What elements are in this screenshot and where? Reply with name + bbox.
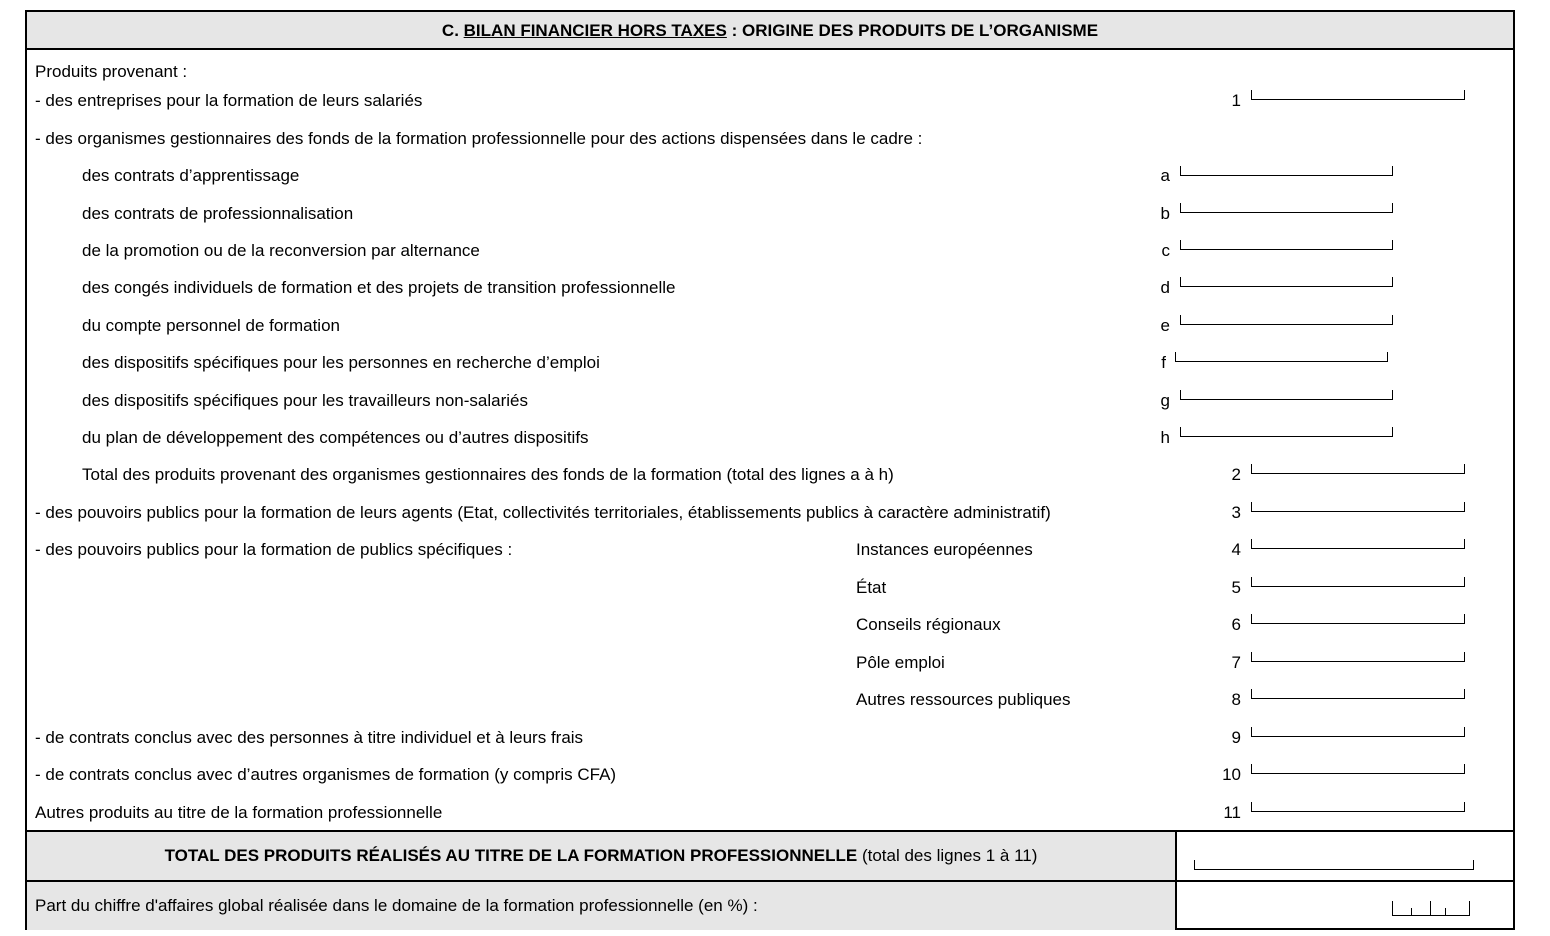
row-code: 10 xyxy=(1222,765,1241,784)
amount-field[interactable] xyxy=(1251,577,1465,587)
row-label: des dispositifs spécifiques pour les personnes en recherche d’emploi xyxy=(82,353,600,372)
row-code: 8 xyxy=(1231,690,1241,709)
row-label: Conseils régionaux xyxy=(856,615,1001,634)
row-label: des dispositifs spécifiques pour les travailleurs non-salariés xyxy=(82,391,528,410)
row-label: Instances européennes xyxy=(856,540,1033,559)
amount-field[interactable] xyxy=(1180,277,1393,287)
intro-label: Produits provenant : xyxy=(35,62,188,81)
row-code: e xyxy=(1160,316,1170,335)
amount-field[interactable] xyxy=(1180,390,1393,400)
amount-field[interactable] xyxy=(1251,764,1465,774)
row-code: 9 xyxy=(1231,728,1241,747)
row-label: - des pouvoirs publics pour la formation de publics spécifiques : xyxy=(35,540,513,559)
amount-field[interactable] xyxy=(1251,727,1465,737)
row-label: Pôle emploi xyxy=(856,653,945,672)
row-code: c xyxy=(1161,241,1170,260)
amount-field[interactable] xyxy=(1180,240,1393,250)
row-code: a xyxy=(1160,166,1170,185)
row-code: f xyxy=(1161,353,1166,372)
percent-field[interactable] xyxy=(1392,902,1470,916)
amount-field[interactable] xyxy=(1251,652,1465,662)
row-label: du plan de développement des compétences ou d’autres dispositifs xyxy=(82,428,589,447)
row-code: 3 xyxy=(1231,503,1241,522)
row-label: - des entreprises pour la formation de leurs salariés xyxy=(35,91,423,110)
row-label: des congés individuels de formation et des projets de transition professionnelle xyxy=(82,278,676,297)
row-code: b xyxy=(1160,204,1170,223)
row-label: de la promotion ou de la reconversion par alternance xyxy=(82,241,480,260)
row-label: État xyxy=(856,578,887,597)
amount-field[interactable] xyxy=(1251,464,1465,474)
amount-field[interactable] xyxy=(1180,166,1393,176)
row-code: 1 xyxy=(1231,91,1241,110)
amount-field[interactable] xyxy=(1251,689,1465,699)
row-code: 7 xyxy=(1231,653,1241,672)
row-code: d xyxy=(1160,278,1170,297)
row-label: - de contrats conclus avec des personnes à titre individuel et à leurs frais xyxy=(35,728,584,747)
row-code: 4 xyxy=(1231,540,1241,559)
row-label: du compte personnel de formation xyxy=(82,316,340,335)
percent-label: Part du chiffre d'affaires global réalisée dans le domaine de la formation professionnelle (en %) : xyxy=(27,882,1177,930)
amount-field[interactable] xyxy=(1251,539,1465,549)
row-code: 11 xyxy=(1223,803,1241,822)
row-label: - des organismes gestionnaires des fonds de la formation professionnelle pour des actions dispensées dans le cadre : xyxy=(35,129,923,148)
total-amount-field[interactable] xyxy=(1194,860,1474,870)
row-label: des contrats de professionnalisation xyxy=(82,204,354,223)
total-label: TOTAL DES PRODUITS RÉALISÉS AU TITRE DE LA FORMATION PROFESSIONNELLE (total des lignes 1 à 11) xyxy=(27,832,1177,880)
row-label: Total des produits provenant des organismes gestionnaires des fonds de la formation (total des lignes a à h) xyxy=(82,465,894,484)
amount-field[interactable] xyxy=(1251,502,1465,512)
row-code: g xyxy=(1160,391,1170,410)
section-title: C. BILAN FINANCIER HORS TAXES : ORIGINE DES PRODUITS DE L’ORGANISME xyxy=(27,12,1513,50)
percent-row xyxy=(27,882,1513,930)
amount-field[interactable] xyxy=(1251,614,1465,624)
amount-field[interactable] xyxy=(1251,90,1465,100)
row-code: 6 xyxy=(1231,615,1241,634)
row-code: h xyxy=(1160,428,1170,447)
total-row xyxy=(27,830,1513,882)
row-label: - des pouvoirs publics pour la formation de leurs agents (Etat, collectivités territoriales, établissements publics à caractère administratif) xyxy=(35,503,1051,522)
row-label: Autres produits au titre de la formation professionnelle xyxy=(35,803,443,822)
amount-field[interactable] xyxy=(1180,315,1393,325)
row-label: des contrats d’apprentissage xyxy=(82,166,300,185)
amount-field[interactable] xyxy=(1251,802,1465,812)
row-label: - de contrats conclus avec d’autres organismes de formation (y compris CFA) xyxy=(35,765,617,784)
amount-field[interactable] xyxy=(1175,352,1388,362)
amount-field[interactable] xyxy=(1180,427,1393,437)
row-code: 5 xyxy=(1231,578,1241,597)
amount-field[interactable] xyxy=(1180,203,1393,213)
row-code: 2 xyxy=(1231,465,1241,484)
financial-form xyxy=(25,10,1515,930)
row-label: Autres ressources publiques xyxy=(856,690,1071,709)
